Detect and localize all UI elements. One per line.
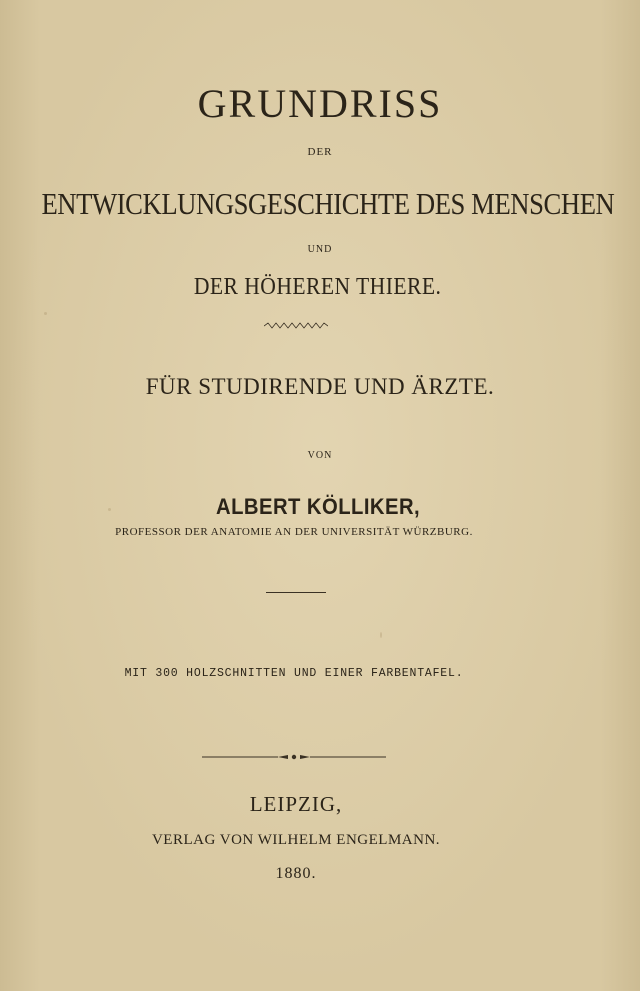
divider-ornament	[202, 752, 386, 762]
connector-der: DER	[307, 146, 333, 158]
imprint-publisher: VERLAG VON WILHELM ENGELMANN.	[151, 832, 441, 848]
separator-rule	[266, 592, 326, 593]
paper-speck	[44, 312, 47, 315]
audience-line: FÜR STUDIRENDE UND ÄRZTE.	[145, 374, 495, 399]
author-position: PROFESSOR DER ANATOMIE AN DER UNIVERSITÄT WÜRZBURG.	[115, 526, 473, 538]
paper-speck	[380, 632, 382, 638]
illustrations-note: MIT 300 HOLZSCHNITTEN UND EINER FARBENTAFEL.	[124, 667, 464, 680]
subtitle-line-2: DER HÖHEREN THIERE.	[193, 274, 442, 300]
author-name: ALBERT KÖLLIKER,	[216, 494, 421, 519]
connector-von: VON	[307, 450, 333, 461]
subtitle-line-1: ENTWICKLUNGSGESCHICHTE DES MENSCHEN	[41, 186, 615, 221]
imprint-city: LEIPZIG,	[249, 792, 343, 816]
connector-und: UND	[307, 244, 333, 255]
book-title: GRUNDRISS	[197, 81, 443, 126]
wave-ornament	[264, 322, 328, 330]
imprint-year: 1880.	[275, 865, 317, 882]
